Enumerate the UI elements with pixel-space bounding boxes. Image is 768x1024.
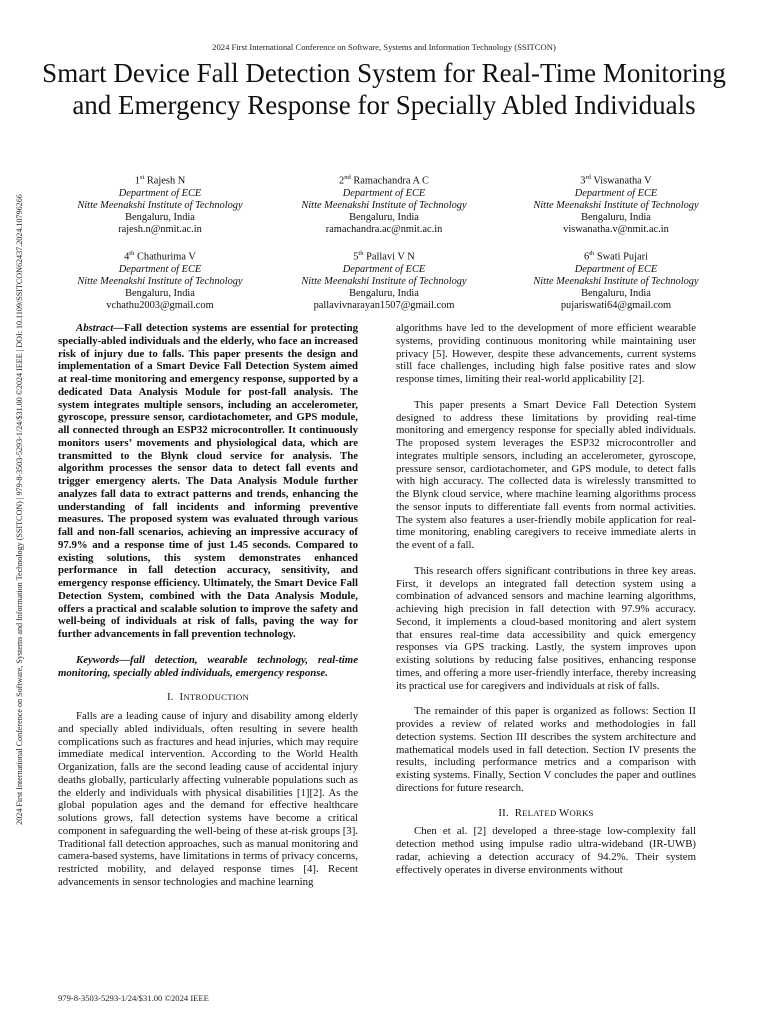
- abstract: Abstract—Fall detection systems are essential for protecting specially-abled individuals and the elderly, who face an increased risk of injury due to falls. This paper presents the design and implementation of a Smart Device Fall Detection System aimed at real-time monitoring and emergency response, supported by a dedicated Data Analysis Module for post-fall analysis. The system integrates multiple sensors, including an accelerometer, gyroscope, pressure sensor, cardiotachometer, and GPS module, all connected through an ESP32 microcontroller. It continuously monitors users’ movements and physiological data, which are transmitted to the Blynk cloud service for analysis. The algorithm processes the sensor data to detect fall events and trigger emergency alerts. The Data Analysis Module further analyzes fall data to extract patterns and trends, enhancing the understanding of fall incidents and informing preventive measures. The proposed system was evaluated through various fall and non-fall scenarios, achieving an impressive accuracy of 97.9% and a response time of just 1.45 seconds. Compared to existing solutions, this system demonstrates enhanced performance in fall detection accuracy, sensitivity, and emergency response efficiency. Ultimately, the Smart Device Fall Detection System, combined with the Data Analysis Module, offers a practical and scalable solution to improve the safety and well-being of individuals at risk of falls, paving the way for further advancements in fall prevention technology.: [58, 322, 358, 640]
- author-inst: Nitte Meenakshi Institute of Technology: [533, 199, 699, 211]
- paragraph-intro-1-continued: algorithms have led to the development of more efficient wearable systems, providing continuous monitoring while maintaining user privacy [5]. However, despite these advancements, current systems still face challenges, including high false positive rates and slow response times, limiting their real-world applicability [2].: [396, 322, 696, 385]
- author-block-1: 1st Rajesh N Department of ECE Nitte Meenakshi Institute of Technology Bengaluru, India rajesh.n@nmit.ac.in: [40, 172, 280, 236]
- author-name: Viswanatha V: [593, 175, 652, 187]
- author-email[interactable]: rajesh.n@nmit.ac.in: [118, 224, 202, 236]
- author-inst: Nitte Meenakshi Institute of Technology: [301, 275, 467, 287]
- paragraph-intro-1: Falls are a leading cause of injury and disability among elderly and specially abled individuals, often resulting in severe health complications such as fractures and head injuries, which may require immediate medical intervention. According to the World Health Organization, falls are the second leading cause of accidental injury deaths globally, particularly affecting vulnerable populations such as the elderly and individuals with physical disabilities [1][2]. As the global population ages and the demand for effective healthcare solutions grows, fall detection systems have become a critical component in safeguarding the well-being of these at-risk groups [3]. Traditional fall detection approaches, such as manual monitoring and camera-based systems, have limitations in terms of privacy concerns, restricted mobility, and delayed response times [4]. Recent advancements in sensor technologies and machine learning: [58, 710, 358, 888]
- author-city: Bengaluru, India: [349, 288, 419, 300]
- author-name: Pallavi V N: [366, 251, 415, 263]
- author-city: Bengaluru, India: [125, 288, 195, 300]
- footer-copyright: 979-8-3503-5293-1/24/$31.00 ©2024 IEEE: [58, 993, 209, 1003]
- author-inst: Nitte Meenakshi Institute of Technology: [533, 275, 699, 287]
- keywords: Keywords—fall detection, wearable technology, real-time monitoring, specially abled individuals, emergency response.: [58, 653, 358, 679]
- author-email[interactable]: viswanatha.v@nmit.ac.in: [563, 224, 669, 236]
- author-city: Bengaluru, India: [581, 212, 651, 224]
- abstract-label: Abstract: [76, 322, 114, 334]
- author-city: Bengaluru, India: [349, 212, 419, 224]
- author-name: Ramachandra A C: [353, 175, 429, 187]
- author-block-3: 3rd Viswanatha V Department of ECE Nitte Meenakshi Institute of Technology Bengaluru, India viswanatha.v@nmit.ac.in: [496, 172, 736, 236]
- keywords-text: fall detection, wearable technology, real-time monitoring, specially abled individuals, emergency response.: [58, 653, 358, 679]
- author-dept: Department of ECE: [342, 187, 426, 199]
- paragraph-intro-3: This research offers significant contributions in three key areas. First, it develops an integrated fall detection system using a combination of advanced sensors and machine learning algorithms, achieving high precision in fall detection with 97.9% accuracy. Second, it implements a cloud-based monitoring and alert system that ensures real-time data accessibility and quick emergency responses via GPS tracking. Lastly, the system improves upon existing solutions by reducing false positives, enhancing response times, and offering a more user-friendly interface, thereby increasing its practical use for caregivers and individuals at risk of falls.: [396, 564, 696, 692]
- author-block-5: 5th Pallavi V N Department of ECE Nitte Meenakshi Institute of Technology Bengaluru, India pallavivnarayan1507@gmail.com: [264, 248, 504, 312]
- author-email[interactable]: ramachandra.ac@nmit.ac.in: [325, 224, 443, 236]
- author-city: Bengaluru, India: [125, 212, 195, 224]
- sidebar-citation: [12, 128, 26, 890]
- author-dept: Department of ECE: [574, 263, 658, 275]
- author-city: Bengaluru, India: [581, 288, 651, 300]
- left-column: [58, 322, 358, 962]
- keywords-label: Keywords: [76, 653, 120, 666]
- sidebar-citation-text: 2024 First International Conference on Software, Systems and Information Technology (SSITCON) | 979-8-3503-5293-1/24/$31.00 ©2024 IEEE | DOI: 10.1109/SSITCON62437.2024.10796266: [14, 193, 24, 825]
- author-block-2: 2nd Ramachandra A C Department of ECE Nitte Meenakshi Institute of Technology Bengaluru, India ramachandra.ac@nmit.ac.in: [264, 172, 504, 236]
- author-inst: Nitte Meenakshi Institute of Technology: [77, 199, 243, 211]
- author-dept: Department of ECE: [342, 263, 426, 275]
- author-name: Rajesh N: [146, 175, 186, 187]
- author-dept: Department of ECE: [574, 187, 658, 199]
- section-heading-introduction: I. INTRODUCTION: [166, 691, 250, 704]
- paragraph-intro-2: This paper presents a Smart Device Fall Detection System designed to address these limitations by providing real-time monitoring and emergency response for specially abled individuals. The proposed system leverages the ESP32 microcontroller and integrates multiple sensors, including an accelerometer, gyroscope, pressure sensor, cardiotachometer, and GPS module, to detect falls with high accuracy. The collected data is wirelessly transmitted to the Blynk cloud service, where machine learning algorithms process the sensor inputs to differentiate fall events from normal activities. The system also features a user-friendly mobile application for real-time monitoring, enabling caregivers to receive immediate alerts in the event of a fall.: [396, 398, 696, 551]
- author-email[interactable]: pujariswati64@gmail.com: [560, 300, 672, 312]
- author-email[interactable]: vchathu2003@gmail.com: [106, 300, 214, 312]
- author-name: Chathurima V: [136, 251, 196, 263]
- author-name: Swati Pujari: [596, 251, 648, 263]
- paragraph-intro-4: The remainder of this paper is organized as follows: Section II provides a review of related works and methodologies in fall detection systems. Section III describes the system architecture and mathematical models used in fall detection. Section IV presents the results, including performance metrics and a comparison with existing systems. Finally, Section V concludes the paper and outlines directions for future research.: [396, 705, 696, 794]
- right-column: [396, 322, 696, 962]
- author-block-6: 6th Swati Pujari Department of ECE Nitte Meenakshi Institute of Technology Bengaluru, India pujariswati64@gmail.com: [496, 248, 736, 312]
- author-dept: Department of ECE: [118, 263, 202, 275]
- author-inst: Nitte Meenakshi Institute of Technology: [301, 199, 467, 211]
- author-inst: Nitte Meenakshi Institute of Technology: [77, 275, 243, 287]
- author-email[interactable]: pallavivnarayan1507@gmail.com: [313, 300, 455, 312]
- conference-header: 2024 First International Conference on Software, Systems and Information Technology (SSITCON): [212, 42, 556, 52]
- paragraph-related-1: Chen et al. [2] developed a three-stage low-complexity fall detection method using impulse radio ultra-wideband (IR-UWB) radar, achieving a detection accuracy of 94.2%. Their system effectively operates in diverse environments without: [396, 825, 696, 876]
- section-heading-related-works: II. RELATED WORKS: [498, 806, 594, 819]
- author-dept: Department of ECE: [118, 187, 202, 199]
- paper-title: Smart Device Fall Detection System for Real-Time Monitoring and Emergency Response for Specially Abled Individuals: [42, 58, 726, 120]
- author-block-4: 4th Chathurima V Department of ECE Nitte Meenakshi Institute of Technology Bengaluru, India vchathu2003@gmail.com: [40, 248, 280, 312]
- abstract-text: Fall detection systems are essential for protecting specially-abled individuals and the elderly, who face an increased risk of injury due to falls. This paper presents the design and implementation of a Smart Device Fall Detection System aimed at real-time monitoring and emergency response, supported by a dedicated Data Analysis Module for post-fall analysis. The system integrates multiple sensors, including an accelerometer, gyroscope, pressure sensor, cardiotachometer, and GPS module, all connected through an ESP32 microcontroller. It continuously monitors users’ movements and physiological data, which are transmitted to the Blynk cloud service for analysis. The algorithm processes the sensor data to detect fall events and trigger emergency alerts. The Data Analysis Module further analyzes fall data to extract patterns and trends, enhancing the understanding of fall incidents and informing preventive measures. The proposed system was evaluated through various fall and non-fall scenarios, achieving an impressive accuracy of 97.9% and a response time of just 1.45 seconds. Compared to existing solutions, this system demonstrates enhanced performance in fall detection accuracy, sensitivity, and emergency response efficiency. Ultimately, the Smart Device Fall Detection System, combined with the Data Analysis Module, offers a practical and scalable solution to improve the safety and well-being of individuals at risk of falls, paving the way for further advancements in fall prevention technology.: [58, 322, 358, 640]
